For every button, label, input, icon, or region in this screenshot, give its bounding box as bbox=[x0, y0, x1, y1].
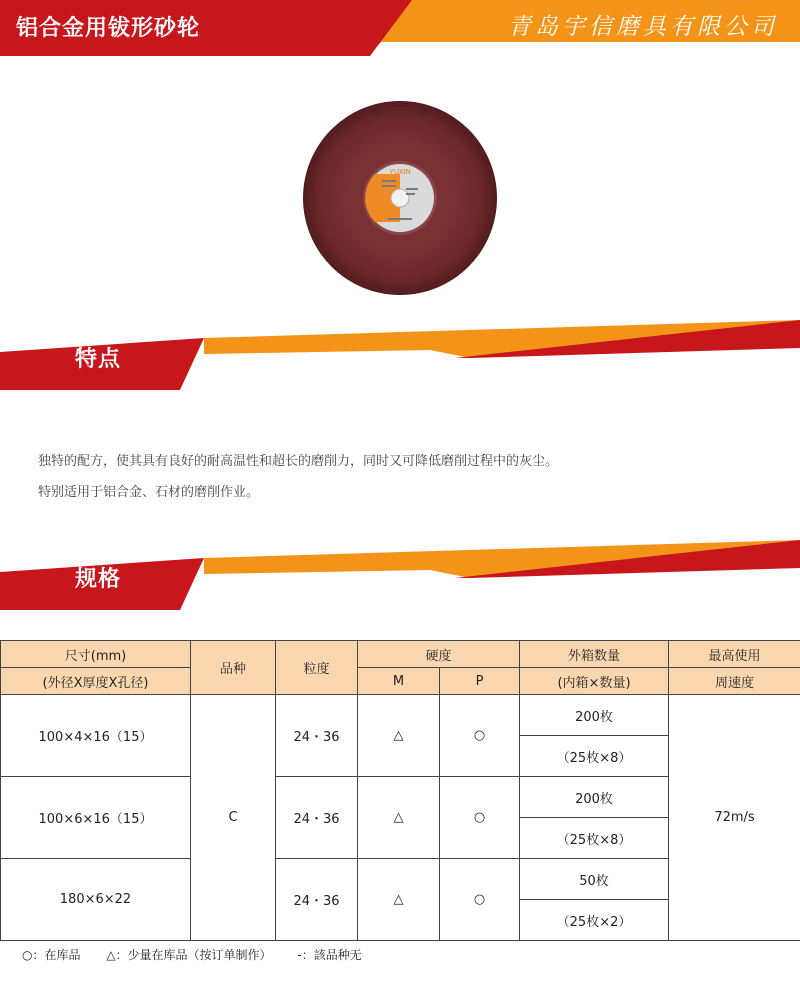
legend-in-stock: ○：在库品 bbox=[22, 948, 81, 962]
header-speed-sub: 周速度 bbox=[669, 668, 800, 695]
grinding-wheel-illustration bbox=[302, 100, 498, 296]
cell-grit: 24・36 bbox=[276, 695, 358, 777]
cell-carton: 200枚 bbox=[520, 695, 669, 736]
cell-carton: 50枚 bbox=[520, 859, 669, 900]
header-size-sub: (外径X厚度X孔径) bbox=[1, 668, 191, 695]
header-carton: 外箱数量 bbox=[520, 641, 669, 668]
cell-grit: 24・36 bbox=[276, 777, 358, 859]
specs-heading: 规格 bbox=[75, 567, 122, 592]
cell-inner: （25枚×2） bbox=[520, 900, 669, 941]
wheel-brand-label: YUXIN bbox=[389, 169, 411, 176]
page-header bbox=[0, 0, 800, 56]
header-type: 品种 bbox=[191, 641, 276, 695]
cell-hardness-p: ○ bbox=[440, 777, 520, 859]
cell-size: 100×6×16（15） bbox=[1, 777, 191, 859]
table-row bbox=[1, 695, 800, 736]
header-hardness: 硬度 bbox=[358, 641, 520, 668]
cell-hardness-m: △ bbox=[358, 859, 440, 941]
company-name: 青岛宇信磨具有限公司 bbox=[508, 14, 778, 40]
cell-grit: 24・36 bbox=[276, 859, 358, 941]
cell-hardness-p: ○ bbox=[440, 859, 520, 941]
cell-inner: （25枚×8） bbox=[520, 736, 669, 777]
specs-banner bbox=[0, 540, 800, 610]
features-line-1: 独特的配方，使其具有良好的耐高温性和超长的磨削力，同时又可降低磨削过程中的灰尘。 bbox=[38, 454, 559, 469]
page-title: 铝合金用钹形砂轮 bbox=[16, 16, 201, 41]
cell-hardness-m: △ bbox=[358, 777, 440, 859]
header-hardness-p: P bbox=[440, 668, 520, 695]
features-text bbox=[38, 446, 778, 508]
header-hardness-m: M bbox=[358, 668, 440, 695]
cell-inner: （25枚×8） bbox=[520, 818, 669, 859]
cell-carton: 200枚 bbox=[520, 777, 669, 818]
cell-size: 180×6×22 bbox=[1, 859, 191, 941]
features-banner bbox=[0, 320, 800, 390]
cell-hardness-m: △ bbox=[358, 695, 440, 777]
cell-type: C bbox=[191, 695, 276, 941]
table-legend bbox=[22, 946, 384, 963]
cell-hardness-p: ○ bbox=[440, 695, 520, 777]
header-carton-sub: (内箱×数量) bbox=[520, 668, 669, 695]
product-image bbox=[302, 100, 498, 296]
features-line-2: 特别适用于铝合金、石材的磨削作业。 bbox=[38, 485, 260, 500]
spec-table bbox=[0, 640, 800, 941]
header-speed: 最高使用 bbox=[669, 641, 800, 668]
legend-none: -：該品种无 bbox=[297, 948, 362, 962]
header-grit: 粒度 bbox=[276, 641, 358, 695]
features-heading: 特点 bbox=[75, 347, 122, 372]
cell-size: 100×4×16（15） bbox=[1, 695, 191, 777]
legend-low-stock: △：少量在库品（按订单制作） bbox=[106, 948, 272, 962]
header-size: 尺寸(mm) bbox=[1, 641, 191, 668]
cell-speed: 72m/s bbox=[669, 695, 800, 941]
